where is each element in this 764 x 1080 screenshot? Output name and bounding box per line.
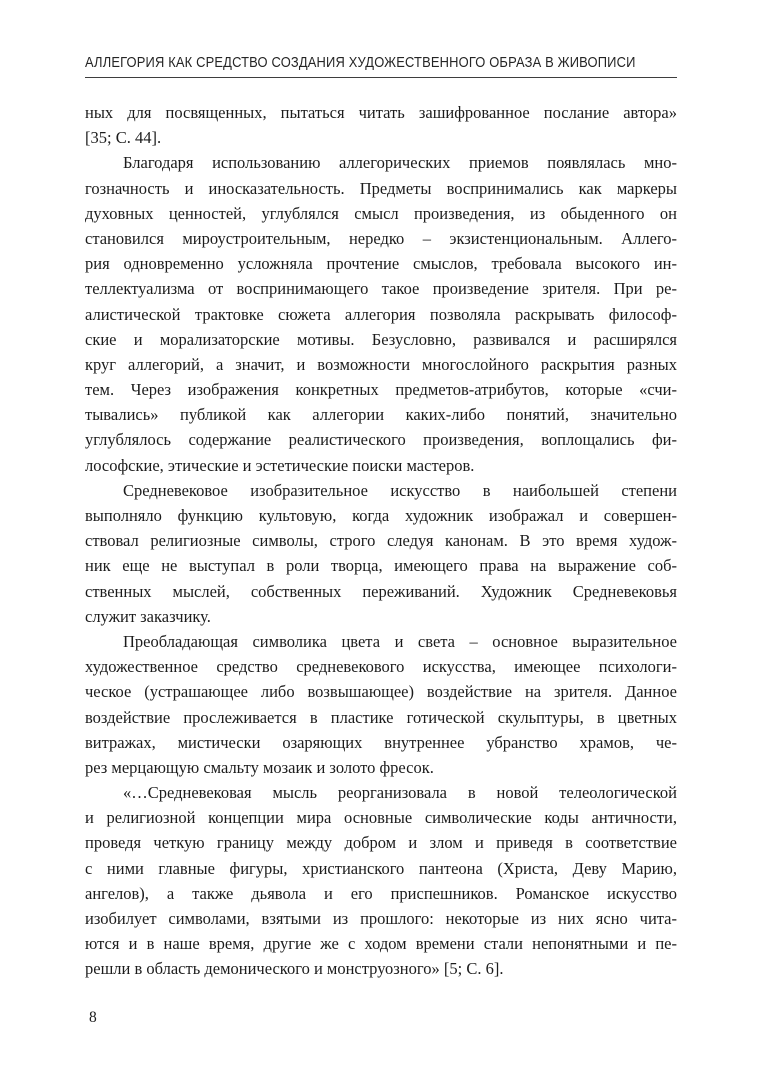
text-line: рез мерцающую смальту мозаик и золото фресок. <box>85 757 434 777</box>
text-line: Благодаря использованию аллегорических приемов появлялась мно- <box>123 153 677 173</box>
text-line: художественное средство средневекового искусства, имеющее психологи- <box>85 657 677 677</box>
text-line: служит заказчику. <box>85 606 211 626</box>
text-line: тывались» публикой как аллегории каких-либо понятий, значительно <box>85 405 677 425</box>
text-line: и религиозной концепции мира основные символические коды античности, <box>85 808 677 828</box>
text-line: гозначность и иносказательность. Предметы воспринимались как маркеры <box>85 178 677 198</box>
text-line: ются и в наше время, другие же с ходом времени стали непонятными и пе- <box>85 934 677 954</box>
body-text <box>85 100 677 982</box>
text-line: изобилует символами, взятыми из прошлого: некоторые из них ясно чита- <box>85 909 677 928</box>
text-line: воздействие прослеживается в пластике готической скульптуры, в цветных <box>85 707 677 727</box>
running-header-title: АЛЛЕГОРИЯ КАК СРЕДСТВО СОЗДАНИЯ ХУДОЖЕСТВЕННОГО ОБРАЗА В ЖИВОПИСИ <box>85 54 636 71</box>
text-line: алистической трактовке сюжета аллегория позволяла раскрывать философ- <box>85 304 677 324</box>
paragraph <box>85 478 677 629</box>
text-line: Средневековое изобразительное искусство в наибольшей степени <box>123 480 677 500</box>
text-line: лософские, этические и эстетические поиски мастеров. <box>85 455 475 475</box>
header-rule <box>85 77 677 78</box>
text-line: «…Средневековая мысль реорганизовала в новой телеологической <box>123 783 677 803</box>
text-line: ственных мыслей, собственных переживаний. Художник Средневековья <box>85 581 677 601</box>
text-line: теллектуализма от воспринимающего такое произведение зрителя. При ре- <box>85 279 677 299</box>
text-line: ных для посвященных, пытаться читать зашифрованное послание автора» <box>85 103 677 122</box>
text-line: витражах, мистически озаряющих внутреннее убранство храмов, че- <box>85 732 677 752</box>
paragraph <box>85 629 677 780</box>
text-line: ангелов), а также дьявола и его приспешников. Романское искусство <box>85 883 677 903</box>
text-line: ские и морализаторские мотивы. Безусловно, развивался и расширялся <box>85 329 677 349</box>
text-line: выполняло функцию культовую, когда художник изображал и совершен- <box>85 506 677 525</box>
text-line: ствовал религиозные символы, строго следуя канонам. В это время худож- <box>85 531 677 551</box>
text-line: рия одновременно усложняла прочтение смыслов, требовала высокого ин- <box>85 254 677 274</box>
text-line: проведя четкую границу между добром и злом и приведя в соответствие <box>85 833 677 853</box>
text-line: становился мироустроительным, нередко – экзистенциональным. Аллего- <box>85 228 677 248</box>
text-line: решли в область демонического и монструозного» [5; С. 6]. <box>85 959 504 979</box>
text-line: круг аллегорий, а значит, и возможности многослойного раскрытия разных <box>85 354 677 374</box>
text-line: тем. Через изображения конкретных предметов-атрибутов, которые «счи- <box>85 380 677 400</box>
paragraph <box>85 780 677 982</box>
paragraph <box>85 150 677 477</box>
text-line: Преобладающая символика цвета и света – основное выразительное <box>123 631 677 651</box>
text-line: с ними главные фигуры, христианского пантеона (Христа, Деву Марию, <box>85 858 677 878</box>
text-line: [35; С. 44]. <box>85 128 162 148</box>
paragraph <box>85 100 677 150</box>
running-header <box>85 54 677 78</box>
text-line: ческое (устрашающее либо возвышающее) воздействие на зрителя. Данное <box>85 682 677 702</box>
text-line: ник еще не выступал в роли творца, имеющего права на выражение соб- <box>85 556 677 576</box>
text-line: углублялось содержание реалистического произведения, воплощались фи- <box>85 430 677 450</box>
page-number: 8 <box>89 1009 97 1026</box>
text-line: духовных ценностей, углублялся смысл произведения, из обыденного он <box>85 203 677 223</box>
